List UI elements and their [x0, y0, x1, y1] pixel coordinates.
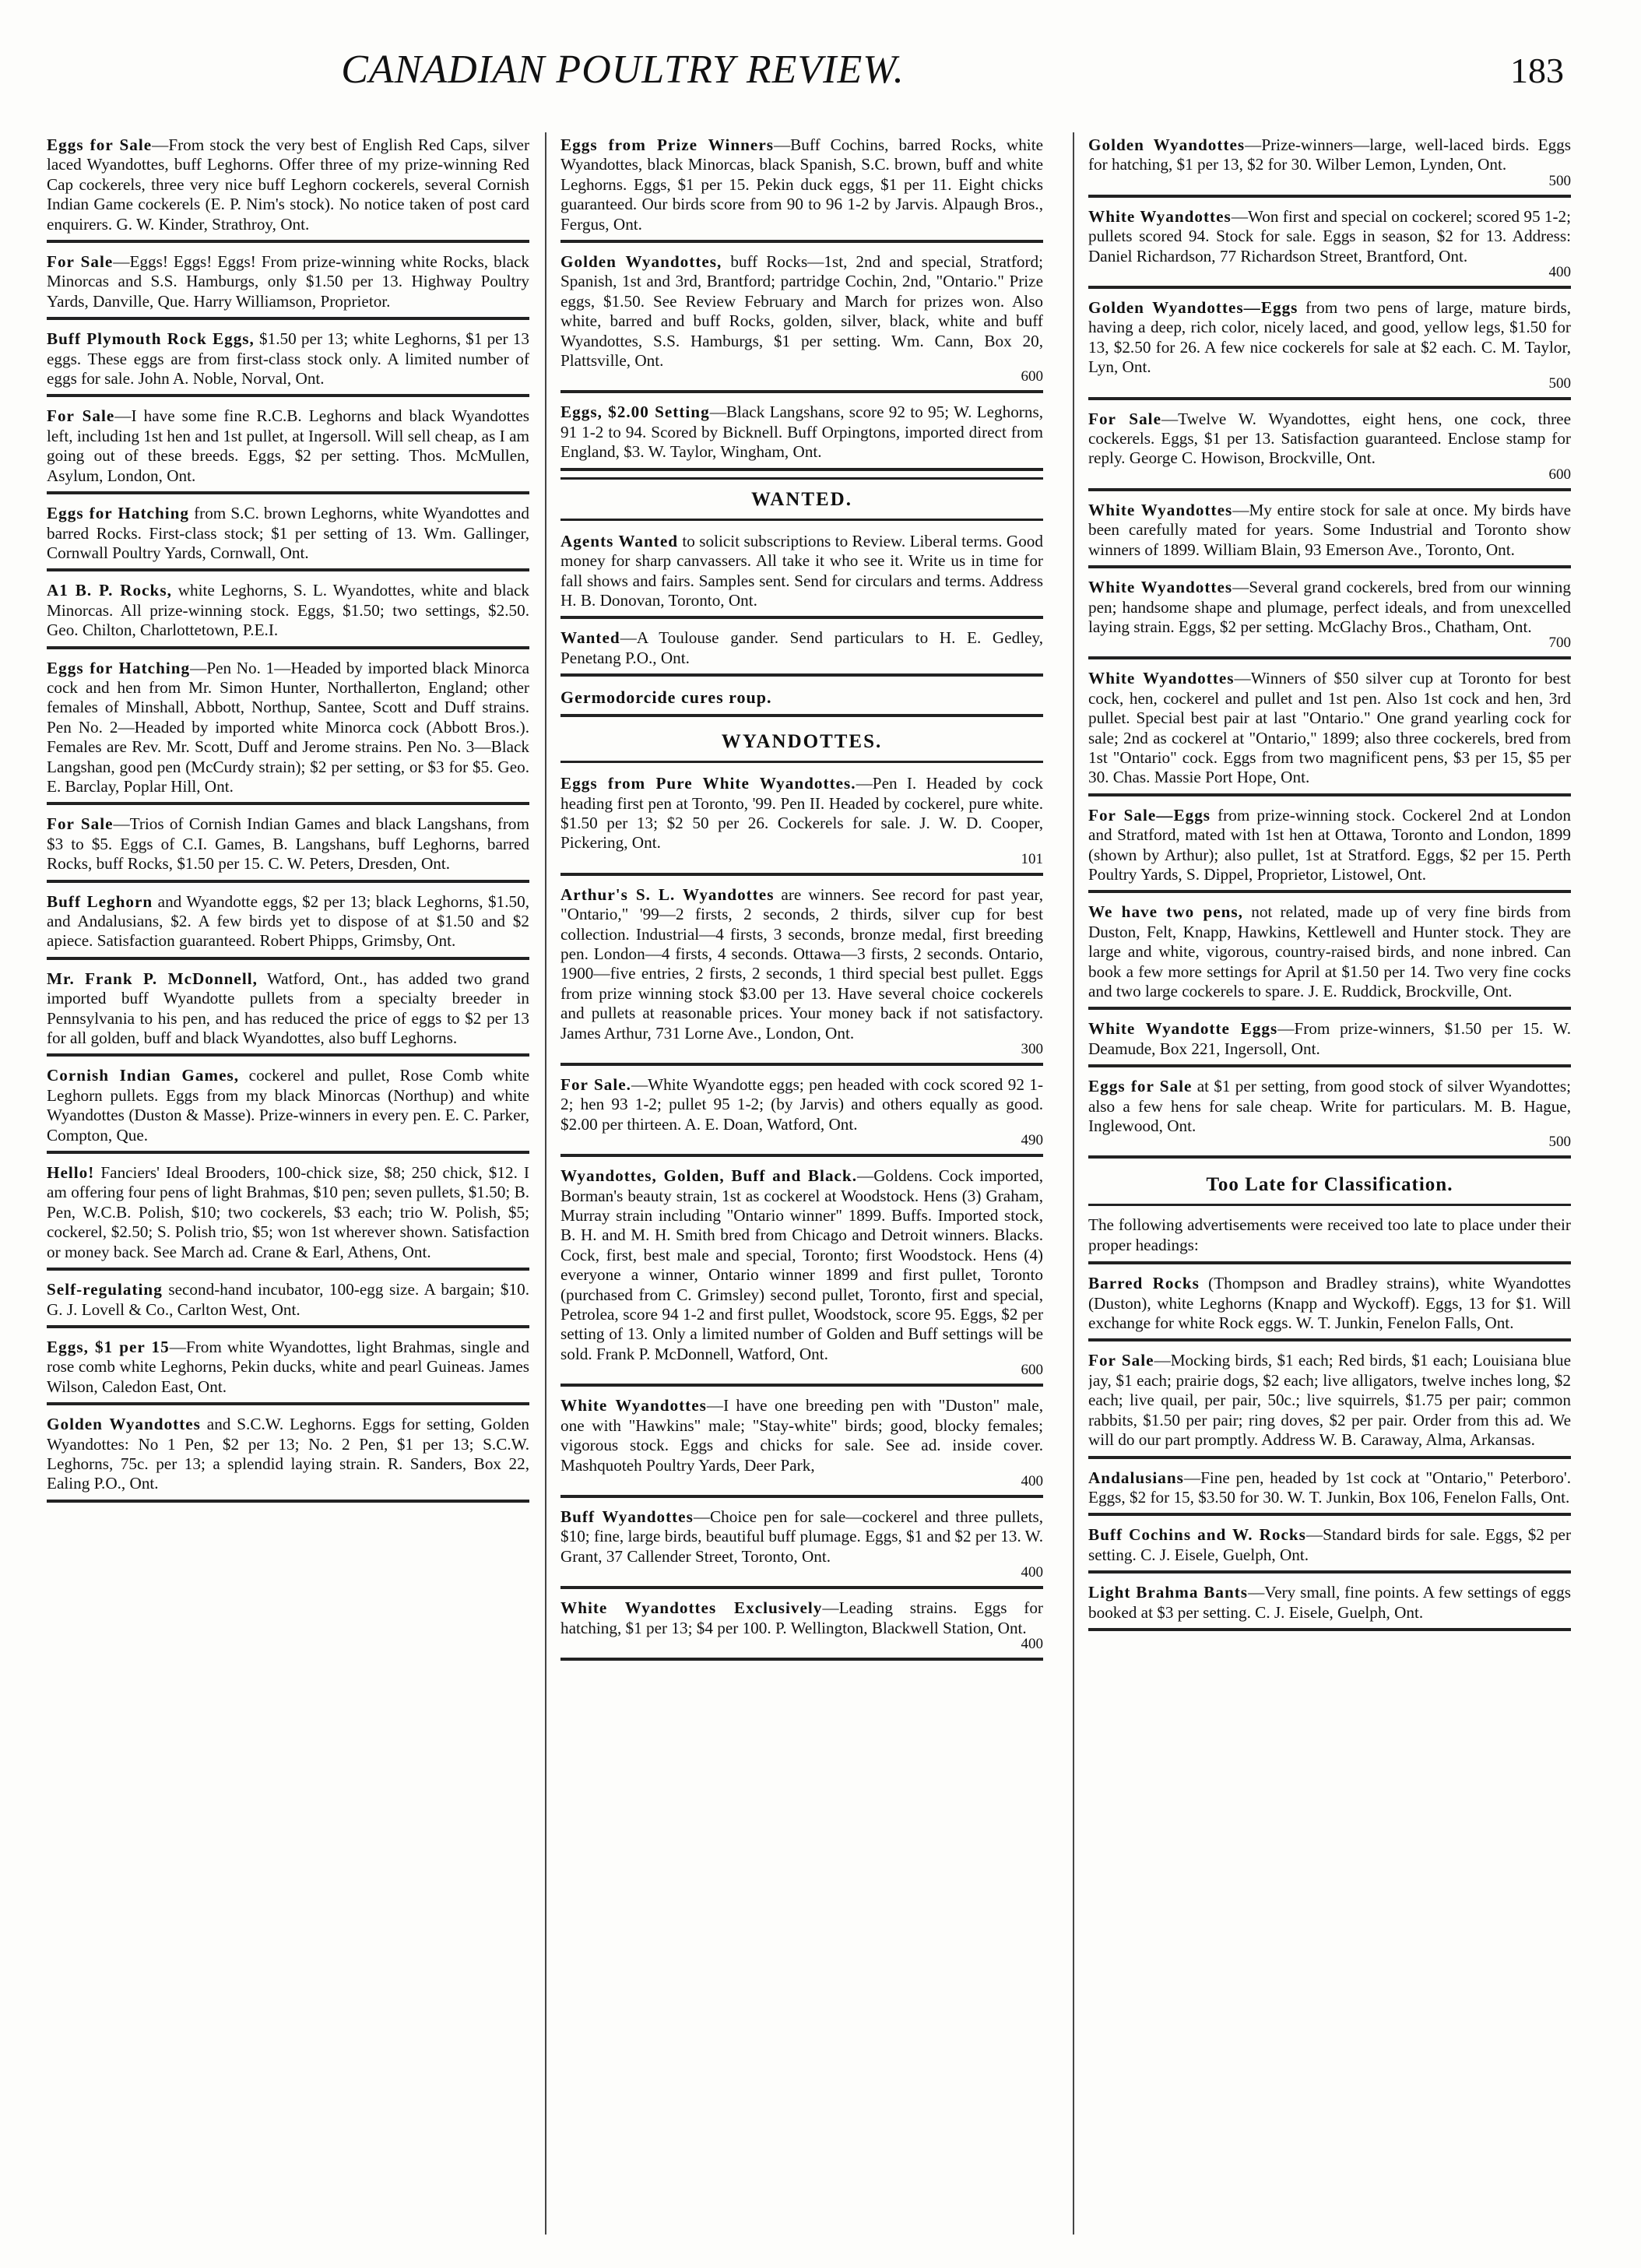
- ad-code-number: 300: [1021, 1041, 1043, 1057]
- classified-ad: [560, 1072, 1043, 1157]
- ad-body: —Black Langshans, score 92 to 95; W. Leghorns, 91 1-2 to 94. Scored by Bicknell. Buff Orpingtons, imported direct from England, $3. W. Taylor, Wingham, Ont.: [560, 403, 1043, 462]
- ad-heading: Mr. Frank P. McDonnell,: [47, 969, 258, 988]
- classified-ad: [1088, 1271, 1571, 1341]
- ad-body: from S.C. brown Leghorns, white Wyandottes and barred Rocks. First-class stock; $1 per setting of 13. Wm. Gallinger, Cornwall Poultry Yards, Cornwall, Ont.: [47, 504, 529, 562]
- classified-ad: [560, 1595, 1043, 1661]
- ad-body: —White Wyandotte eggs; pen headed with cock scored 92 1-2; hen 93 1-2; pullet 95 1-2; (by Jarvis) and others equally as good. $2.00 per thirteen. A. E. Doan, Watford, Ont.: [560, 1075, 1043, 1134]
- ad-heading: Eggs, $2.00 Setting: [560, 403, 710, 422]
- ad-body: Fanciers' Ideal Brooders, 100-chick size, $8; 250 chick, $12. I am offering four pens of light Brahmas, $10 pen; seven pullets, $1.50; B. Pen, W.C.B. Polish, $10; two cockerels, $3 each; trio W. Polish, $5; cockerel, $2.50; S. Polish trio, $5; won 1st wherever shown. Satisfaction or money back. See March ad. Crane & Earl, Athens, Ont.: [47, 1163, 529, 1261]
- ad-heading: For Sale: [47, 252, 114, 272]
- ad-heading: White Wyandotte Eggs: [1088, 1019, 1278, 1039]
- ad-heading: Eggs for Hatching: [47, 504, 189, 523]
- classified-ad: [1088, 295, 1571, 400]
- ad-code-number: 490: [1021, 1132, 1043, 1149]
- ad-heading: White Wyandottes Exclusively: [560, 1598, 823, 1618]
- ad-heading: Agents Wanted: [560, 531, 679, 550]
- ad-body: second-hand incubator, 100-egg size. A bargain; $10. G. J. Lovell & Co., Carlton West, Ont.: [47, 1280, 529, 1319]
- ad-body: —Trios of Cornish Indian Games and black Langshans, from $3 to $5. Eggs of C.I. Games, B. Langshans, buff Leghorns, barred Rocks, buff Rocks, $1.50 per 15. C. W. Peters, Dresden, Ont.: [47, 814, 529, 874]
- ad-code-number: 101: [1021, 850, 1043, 867]
- ad-heading: For Sale.: [560, 1075, 631, 1094]
- ad-body: —Twelve W. Wyandottes, eight hens, one cock, three cockerels. Eggs, $1 per 13. Satisfaction guaranteed. Enclose stamp for reply. George C. Howison, Brockville, Ont.: [1088, 409, 1571, 468]
- classified-ad: [1088, 132, 1571, 198]
- ad-heading: Barred Rocks: [1088, 1274, 1200, 1293]
- ad-code-number: 500: [1548, 172, 1571, 189]
- ad-code-number: 400: [1021, 1564, 1043, 1581]
- ad-heading: Hello!: [47, 1163, 95, 1183]
- ad-heading: Self-regulating: [47, 1280, 163, 1299]
- ad-heading: Wyandottes, Golden, Buff and Black.: [560, 1166, 858, 1186]
- classified-ad: [560, 625, 1043, 677]
- ad-body: —A Toulouse gander. Send particulars to H. E. Gedley, Penetang P.O., Ont.: [560, 628, 1043, 667]
- ad-body: not related, made up of very fine birds from Duston, Felt, Knapp, Hawkins, Kettlewell and Hunter stock. They are large and white, vigorous, country-raised birds, and none inbred. Can book a few more settings for April at $1.50 per 14. Two very fine cocks and two large cockerels to spare. J. E. Ruddick, Brockville, Ont.: [1088, 902, 1571, 1000]
- classified-ad: [1088, 899, 1571, 1010]
- too-late-intro: The following advertisements were received too late to place under their proper headings:: [1088, 1214, 1571, 1264]
- ad-heading: Buff Cochins and W. Rocks: [1088, 1525, 1306, 1545]
- ad-heading: Light Brahma Bants: [1088, 1583, 1249, 1602]
- classified-ad: [47, 1412, 529, 1503]
- classified-ad: [47, 403, 529, 494]
- classified-ad: [47, 578, 529, 649]
- publication-title: CANADIAN POULTRY REVIEW.: [341, 47, 905, 92]
- column-divider: [545, 132, 546, 2235]
- ad-body: —Eggs! Eggs! Eggs! From prize-winning white Rocks, black Minorcas and S.S. Hamburgs, only $1.50 per 13. Highway Poultry Yards, Danville, Que. Harry Williamson, Proprietor.: [47, 252, 529, 311]
- ad-heading: For Sale: [47, 406, 115, 426]
- ad-heading: Eggs from Prize Winners: [560, 135, 774, 154]
- ad-heading: For Sale: [47, 814, 114, 834]
- ad-code-number: 600: [1021, 368, 1043, 385]
- ad-body: —Buff Cochins, barred Rocks, white Wyandottes, black Minorcas, black Spanish, S.C. brown, buff and white Leghorns. Eggs, $1 per 15. Pekin duck eggs, $1 per 11. Eight chicks guaranteed. Our birds score from 90 to 96 1-2 by Jarvis. Alpaugh Bros., Fergus, Ont.: [560, 135, 1043, 234]
- classified-ad: [1088, 1074, 1571, 1159]
- ad-body: $1.50 per 13; white Leghorns, $1 per 13 eggs. These eggs are from first-class stock only. A limited number of eggs for sale. John A. Noble, Norval, Ont.: [47, 329, 529, 389]
- ad-code-number: 500: [1548, 374, 1571, 392]
- ad-heading: Buff Wyandottes: [560, 1507, 694, 1526]
- ad-heading: White Wyandottes: [560, 1396, 707, 1415]
- ad-heading: Wanted: [560, 628, 620, 648]
- classified-ad: [1088, 1016, 1571, 1067]
- wanted-ads: [560, 529, 1043, 677]
- page-number: 183: [1510, 51, 1564, 90]
- ad-body: —Fine pen, headed by 1st cock at "Ontario," Peterboro'. Eggs, $2 for 15, $3.50 for 30. W. T. Junkin, Box 106, Fenelon Falls, Ont.: [1088, 1468, 1571, 1507]
- ad-heading: White Wyandottes: [1088, 500, 1233, 519]
- column-middle: [560, 132, 1043, 2235]
- classified-ad: [47, 501, 529, 571]
- ad-heading: For Sale—Eggs: [1088, 805, 1211, 825]
- roup-notice: Germodorcide cures roup.: [560, 683, 1043, 717]
- ad-body: —Pen I. Headed by cock heading first pen at Toronto, '99. Pen II. Headed by cockerel, pure white. $1.50 per 13; $2 50 per 26. Cockerels for sale. J. W. D. Cooper, Pickering, Ont.: [560, 774, 1043, 853]
- ad-heading: White Wyandottes: [1088, 206, 1232, 226]
- ad-body: —Choice pen for sale—cockerel and three pullets, $10; fine, large birds, beautiful buff plumage. Eggs, $1 and $2 per 13. W. Grant, 37 Callender Street, Toronto, Ont.: [560, 1507, 1043, 1566]
- ad-body: Watford, Ont., has added two grand imported buff Wyandotte pullets from a specialty breeder in Pennsylvania to his pen, and has reduced the price of eggs to $2 per 13 for all golden, buff and black Wyandottes, also buff Leghorns.: [47, 969, 529, 1048]
- ad-heading: Golden Wyandottes—Eggs: [1088, 298, 1298, 318]
- section-heading-too-late: Too Late for Classification.: [1088, 1165, 1571, 1206]
- ad-code-number: 600: [1548, 466, 1571, 483]
- classified-ad: [1088, 666, 1571, 796]
- ad-body: —Pen No. 1—Headed by imported black Minorca cock and hen from Mr. Simon Hunter, Northallerton, England; other females of Minshall, Abbott, Northup, Santee, Scott and Duff strains. Pen No. 2—Headed by imported white Minorca cock (Abbott Bros.). Females are Rev. Mr. Scott, Duff and Jerome strains. Pen No. 3—Black Langshan, good pen (McCurdy strain); $2 per setting, or $3 for $5. Geo. E. Barclay, Poplar Hill, Ont.: [47, 658, 529, 796]
- column-left: [47, 132, 529, 2235]
- section-heading-wanted: WANTED.: [560, 477, 1043, 521]
- ad-heading: Golden Wyandottes: [47, 1415, 201, 1434]
- classified-ad: [47, 889, 529, 960]
- classified-ad: [47, 1160, 529, 1271]
- ad-body: (Thompson and Bradley strains), white Wyandottes (Duston), white Leghorns (Knapp and Wyckoff). Eggs, 13 for $1. Will exchange for white Rock eggs. W. T. Junkin, Fenelon Falls, Ont.: [1088, 1274, 1571, 1333]
- ad-heading: Arthur's S. L. Wyandottes: [560, 884, 775, 904]
- ad-body: —Standard birds for sale. Eggs, $2 per setting. C. J. Eisele, Guelph, Ont.: [1088, 1525, 1571, 1564]
- ad-heading: Cornish Indian Games,: [47, 1066, 240, 1085]
- ad-heading: Buff Leghorn: [47, 891, 153, 911]
- ad-code-number: 500: [1548, 1134, 1571, 1151]
- page-header: [0, 47, 1641, 109]
- ad-body: —Several grand cockerels, bred from our winning pen; handsome shape and plumage, perfect ideals, and from unexcelled laying strain. Eggs, $2 per setting. McGlachy Bros., Chatham, Ont.: [1088, 578, 1571, 636]
- ad-body: white Leghorns, S. L. Wyandottes, white and black Minorcas. All prize-winning stock. Eggs, $1.50; two settings, $2.50. Geo. Chilton, Charlottetown, P.E.I.: [47, 581, 529, 640]
- ad-heading: Golden Wyandottes,: [560, 252, 722, 272]
- ad-heading: Eggs, $1 per 15: [47, 1337, 170, 1356]
- ad-heading: Golden Wyandottes: [1088, 135, 1246, 154]
- ad-heading: Eggs for Sale: [47, 135, 153, 154]
- ad-body: —Goldens. Cock imported, Borman's beauty strain, 1st as cockerel at Woodstock. Hens (3) Graham, Murray strain including "Ontario winner" 1899. Buffs. Imported stock, B. H. and M. H. Smith bred from Chicago and Detroit winners. Blacks. Cock, first, best male and special, Toronto; first Woodstock. Hens (4) everyone a winner, Ontario winner 1899 and first pullet, Toronto (purchased from C. Grimsley) second pullet, Toronto, first and special, Petrolea, score 94 1-2 and first pullet, Woodstock, score 95. Eggs, $2 per setting of 13. Only a limited number of Golden and Buff settings will be sold. Frank P. McDonnell, Watford, Ont.: [560, 1166, 1043, 1363]
- ad-heading: White Wyandottes: [1088, 578, 1233, 597]
- ad-body: at $1 per setting, from good stock of silver Wyandottes; also a few hens for sale cheap. Write for particulars. M. B. Hague, Inglewood, Ont.: [1088, 1077, 1571, 1136]
- ad-body: are winners. See record for past year, "Ontario," '99—2 firsts, 2 seconds, 2 thirds, silver cup for best collection. Industrial—4 firsts, 3 seconds, bronze medal, first breeding pen. London—4 firsts, 4 seconds. Ottawa—3 firsts, 2 seconds. Ontario, 1900—five entries, 2 firsts, 2 seconds, 1 third special best pullet. Eggs from prize winning stock $3.00 per 13. Have several choice cockerels and pullets at reasonable prices. Your money back if not satisfactory. James Arthur, 731 Lorne Ave., London, Ont.: [560, 884, 1043, 1043]
- ad-body: —From prize-winners, $1.50 per 15. W. Deamude, Box 221, Ingersoll, Ont.: [1088, 1019, 1571, 1058]
- classified-ad: [1088, 1580, 1571, 1631]
- classified-ad: [47, 656, 529, 806]
- ad-body: —I have some fine R.C.B. Leghorns and black Wyandottes left, including 1st hen and 1st pullet, at Ingersoll. Will sell cheap, as I am going out of these breeds. Eggs, $2 per setting. Thos. McMullen, Asylum, London, Ont.: [47, 406, 529, 485]
- ad-heading: A1 B. P. Rocks,: [47, 581, 172, 600]
- classified-ad: [560, 771, 1043, 876]
- wyandottes-ads: [560, 771, 1043, 1661]
- section-heading-wyandottes: WYANDOTTES.: [560, 722, 1043, 763]
- classified-ad: [47, 966, 529, 1057]
- classified-ad: [47, 326, 529, 397]
- classified-ad: [560, 1163, 1043, 1387]
- ad-body: cockerel and pullet, Rose Comb white Leghorn pullets. Eggs from my black Minorcas (Northup) and white Wyandottes (Duston & Masse). Prize-winners in every pen. E. C. Parker, Compton, Que.: [47, 1066, 529, 1145]
- ad-body: and S.C.W. Leghorns. Eggs for setting, Golden Wyandottes: No 1 Pen, $2 per 13; No. 2 Pen, $1 per 13; S.C.W. Leghorns, 75c. per 13; a splendid laying strain. R. Sanders, Box 22, Ealing P.O., Ont.: [47, 1415, 529, 1493]
- ad-heading: We have two pens,: [1088, 902, 1243, 922]
- classified-ad: [47, 1063, 529, 1154]
- classified-ad: [560, 882, 1043, 1066]
- ad-body: and Wyandotte eggs, $2 per 13; black Leghorns, $1.50, and Andalusians, $2. A few birds yet to dispose of at $1.50 and $2 apiece. Satisfaction guaranteed. Robert Phipps, Grimsby, Ont.: [47, 891, 529, 951]
- ad-body: —Won first and special on cockerel; scored 95 1-2; pullets scored 94. Stock for sale. Eggs in season, $2 for 13. Address: Daniel Richardson, 77 Richardson Street, Brantford, Ont.: [1088, 206, 1571, 265]
- too-late-ads: [1088, 1271, 1571, 1631]
- ad-heading: White Wyandottes: [1088, 669, 1235, 688]
- ad-heading: For Sale: [1088, 409, 1161, 428]
- ad-body: —From white Wyandottes, light Brahmas, single and rose comb white Leghorns, Pekin ducks, white and pearl Guineas. James Wilson, Caledon East, Ont.: [47, 1337, 529, 1396]
- ad-body: —I have one breeding pen with "Duston" male, one with "Hawkins" male; "Stay-white" birds; good, blocky females; vigorous stock. Eggs and chicks for sale. See ad. inside cover. Mashquoteh Poultry Yards, Deer Park,: [560, 1396, 1043, 1475]
- ad-body: to solicit subscriptions to Review. Liberal terms. Good money for sharp canvassers. All take it who see it. Write us in time for fall shows and fairs. Samples sent. Send for circulars and terms. Address H. B. Donovan, Toronto, Ont.: [560, 531, 1043, 610]
- column-divider: [1073, 132, 1074, 2235]
- ad-heading: Andalusians: [1088, 1468, 1184, 1487]
- ad-body: —Mocking birds, $1 each; Red birds, $1 each; Louisiana blue jay, $1 each; prairie dogs, $2 each; live alligators, twelve inches long, $2 each; live quail, per pair, 50c.; live squirrels, $1.75 per pair; common rabbits, $1.50 per pair; ring doves, $2 per pair. Order from this ad. We will do our part promptly. Address W. B. Caraway, Alma, Arkansas.: [1088, 1351, 1571, 1450]
- ad-body: —Leading strains. Eggs for hatching, $1 per 13; $4 per 100. P. Wellington, Blackwell Station, Ont.: [560, 1598, 1043, 1637]
- ad-body: buff Rocks—1st, 2nd and special, Stratford; Spanish, 1st and 3rd, Brantford; partridge Cochin, 2nd, "Ontario." Prize eggs, $1.50. See Review February and March for prizes won. Also white, barred and buff Rocks, golden, silver, black, white and buff Wyandottes, S.S. Hamburgs, $1 per setting. Wm. Cann, Box 20, Plattsville, Ont.: [560, 252, 1043, 371]
- ad-body: —My entire stock for sale at once. My birds have been carefully mated for years. Some Industrial and Toronto show winners of 1899. William Blain, 93 Emerson Ave., Toronto, Ont.: [1088, 500, 1571, 559]
- classified-ad: [1088, 1522, 1571, 1574]
- classified-ad: [560, 1393, 1043, 1498]
- classified-ad: [1088, 1465, 1571, 1517]
- ad-code-number: 600: [1021, 1362, 1043, 1379]
- column-right: [1088, 132, 1571, 2235]
- classified-ad: [47, 1334, 529, 1405]
- ad-body: from two pens of large, mature birds, having a deep, rich color, nicely laced, and good, yellow legs, $1.50 for 13, $2.50 for 26. A few nice cockerels for sale at $2 each. C. M. Taylor, Lyn, Ont.: [1088, 298, 1571, 377]
- ad-heading: Eggs for Sale: [1088, 1077, 1193, 1096]
- classified-ad: [1088, 575, 1571, 659]
- ad-heading: Buff Plymouth Rock Eggs,: [47, 329, 255, 349]
- classified-ad: [47, 811, 529, 882]
- classified-ad: [560, 399, 1043, 470]
- classified-ad: [1088, 406, 1571, 491]
- ad-body: —Prize-winners—large, well-laced birds. Eggs for hatching, $1 per 13, $2 for 30. Wilber Lemon, Lynden, Ont.: [1088, 135, 1571, 174]
- ad-heading: Eggs from Pure White Wyandottes.: [560, 774, 856, 793]
- classified-ad: [1088, 204, 1571, 289]
- ad-body: from prize-winning stock. Cockerel 2nd at London and Stratford, mated with 1st hen at Ottawa, Toronto and London, 1899 (shown by Arthur); also pullet, 1st at Stratford. Eggs, $2 per 15. Perth Poultry Yards, S. Dippel, Proprietor, Listowel, Ont.: [1088, 805, 1571, 884]
- ad-body: —From stock the very best of English Red Caps, silver laced Wyandottes, buff Leghorns. Offer three of my prize-winning Red Cap cockerels, three very nice buff Leghorn cockerels, several Cornish Indian Game cockerels (E. P. Nim's stock). No notice taken of post card enquirers. G. W. Kinder, Strathroy, Ont.: [47, 135, 529, 234]
- ad-code-number: 700: [1548, 635, 1571, 652]
- classified-ad: [47, 132, 529, 243]
- ad-heading: Eggs for Hatching: [47, 658, 191, 677]
- ad-code-number: 400: [1021, 1472, 1043, 1489]
- ad-heading: For Sale: [1088, 1351, 1154, 1370]
- classified-ad: [1088, 1348, 1571, 1458]
- classified-ad: [47, 1277, 529, 1328]
- classified-ad: [1088, 803, 1571, 894]
- ad-code-number: 400: [1548, 264, 1571, 281]
- classified-ad: [47, 249, 529, 320]
- classified-ad: [560, 249, 1043, 393]
- classified-ad: [560, 132, 1043, 243]
- right-top-ads: [1088, 132, 1571, 1159]
- ad-body: —Very small, fine points. A few settings of eggs booked at $3 per setting. C. J. Eisele, Guelph, Ont.: [1088, 1583, 1571, 1622]
- classified-ad: [560, 529, 1043, 620]
- classified-ad: [1088, 498, 1571, 568]
- classified-ad: [560, 1504, 1043, 1589]
- ad-code-number: 400: [1021, 1635, 1043, 1652]
- middle-top-ads: [560, 132, 1043, 471]
- ad-body: —Winners of $50 silver cup at Toronto for best cock, hen, cockerel and pullet and 1st pen. Also 1st cock and hen, 3rd pullet. Special best pair at last "Ontario." One grand yearling cock for sale; 2nd as cockerel at "Ontario," 1899; also three cockerels, bred from 1st "Ontario" cock. Eggs from two magnificent pens, $3 per 15, $5 per 30. Chas. Massie Port Hope, Ont.: [1088, 669, 1571, 787]
